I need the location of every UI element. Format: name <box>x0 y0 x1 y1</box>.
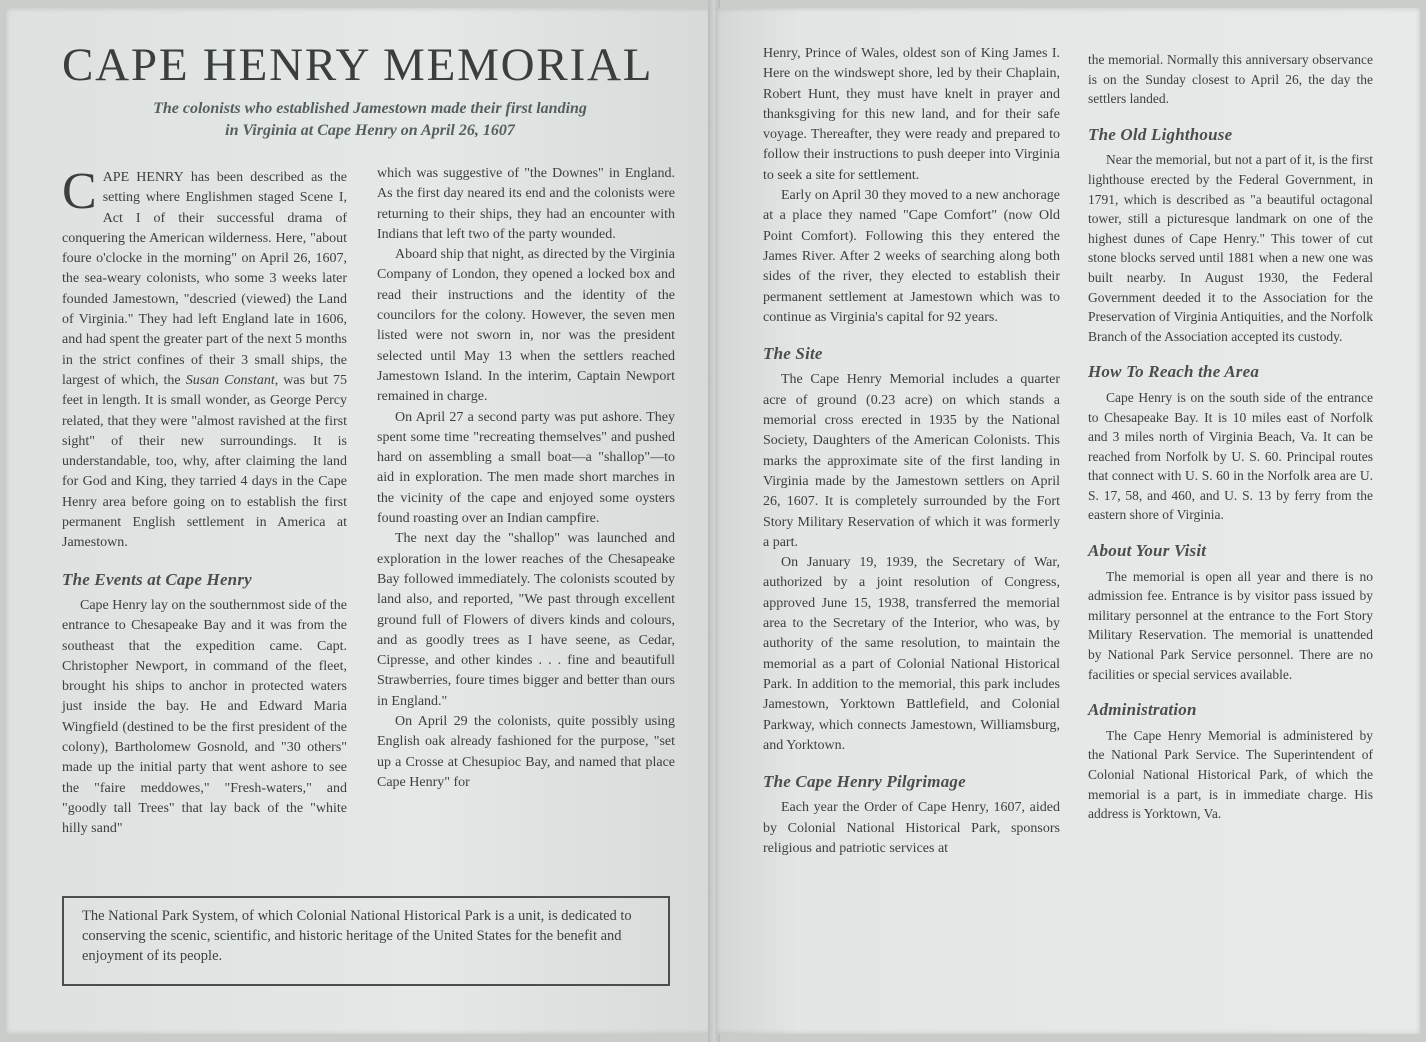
right-col2-paragraph-0: the memorial. Normally this anniversary observance is on the Sunday closest to April 26, the day the settlers landed. <box>1088 52 1373 107</box>
events-paragraph: Cape Henry lay on the southernmost side of the entrance to Chesapeake Bay and it was from the southeast that the expedition came. Capt. Christopher Newport, in command of the fleet, brought his ships to anchor in protected waters just inside the bay. He and Edward Maria Wingfield (destined to be the first president of the colony), Bartholomew Gosnold, and "30 others" made up the initial party that went ashore to see the "faire meddowes," "Fresh-waters," and "goodly tall Trees" that lay back of the "white hilly sand" <box>62 597 347 837</box>
col2-paragraph-0: which was suggestive of "the Downes" in England. As the first day neared its end and the colonists were returning to their ships, they had an encounter with Indians that left two of the party wounded. <box>377 166 675 242</box>
heading-pilgrimage: The Cape Henry Pilgrimage <box>763 772 966 792</box>
national-park-note-box <box>62 896 670 986</box>
site-paragraph-1: The Cape Henry Memorial includes a quarter acre of ground (0.23 acre) on which stands a memorial cross erected in 1935 by the National Society, Daughters of the American Colonists. This marks the approximate site of the first landing in Virginia made by the Jamestown settlers on April 26, 1607. It is completely surrounded by the Fort Story Military Reservation of which it was formerly a part. <box>763 372 1060 550</box>
right-col1-paragraph-1: Early on April 30 they moved to a new anchorage at a place they named "Cape Comfort" (now Old Point Comfort). Following this they entered the James River. After 2 weeks of searching along both sides of the river, they elected to establish their permanent settlement at Jamestown which was to continue as Virginia's capital for 92 years. <box>763 188 1060 325</box>
heading-lighthouse: The Old Lighthouse <box>1088 124 1233 144</box>
intro-text-end: was but 75 feet in length. It is small wonder, as George Percy related, that they were "almost ravished at the first sight" of their new surroundings. It is understandable, too, why, after claiming the land for God and King, they tarried 4 days in the Cape Henry area before going on to establish the first permanent English settlement in America at Jamestown. <box>62 372 347 551</box>
page-title: CAPE HENRY MEMORIAL <box>62 39 654 91</box>
lighthouse-paragraph: Near the memorial, but not a part of it, is the first lighthouse erected by the Federal Government, in 1791, which is described as "a beautiful octagonal tower, still a picturesque landmark on one of the highest dunes of Cape Henry." This tower of cut stone blocks served until 1881 when a new one was built nearby. In August 1930, the Federal Government deeded it to the Association for the Preservation of Virginia Antiquities, and the Norfolk Branch of the Association accepted its custody. <box>1088 152 1373 344</box>
ship-name: Susan Constant, <box>185 372 279 388</box>
col2-paragraph-3: The next day the "shallop" was launched and exploration in the lower reaches of the Chesapeake Bay followed immediately. The colonists scouted by land also, and reported, "We past through excellent ground full of Flowers of divers kinds and colours, and as goodly trees as I have seene, as Cedar, Cipresse, and other kindes . . . fine and beautifull Strawberries, foure times bigger and better than ours in England." <box>377 531 675 709</box>
intro-paragraph <box>62 163 348 554</box>
page-subtitle <box>90 98 650 142</box>
col2-paragraph-1: Aboard ship that night, as directed by the Virginia Company of London, they opened a locked box and read their instructions and the identity of the councilors for the colony. However, the seven men listed were not sworn in, nor was the president selected until May 13 when the settlers reached Jamestown Island. In the interim, Captain Newport remained in charge. <box>377 247 675 405</box>
note-text: The National Park System, of which Colonial National Historical Park is a unit, is dedicated to conserving the scenic, scientific, and historic heritage of the United States for the benefit and enjoyment of its people. <box>82 908 632 964</box>
visit-paragraph: The memorial is open all year and there is no admission fee. Entrance is by visitor pass issued by military personnel at the entrance to the Fort Story Military Reservation. The memorial is unattended by National Park Service personnel. There are no facilities or special services available. <box>1088 568 1373 682</box>
drop-cap: C <box>62 163 97 220</box>
left-column-2 <box>377 164 675 793</box>
heading-administration: Administration <box>1088 700 1197 720</box>
right-column-2 <box>1088 50 1373 824</box>
col2-paragraph-4: On April 29 the colonists, quite possibly using English oak already fashioned for the purpose, "set up a Crosse at Chesupioc Bay, and named that place Cape Henry" for <box>377 714 675 790</box>
heading-visit: About Your Visit <box>1088 541 1207 561</box>
intro-smallcaps: APE HENRY <box>102 170 184 185</box>
subtitle-line-1: The colonists who established Jamestown made their first landing <box>153 100 587 117</box>
heading-events: The Events at Cape Henry <box>62 569 252 589</box>
reach-paragraph: Cape Henry is on the south side of the entrance to Chesapeake Bay. It is 10 miles east of Norfolk and 3 miles north of Virginia Beach, Va. It can be reached from Norfolk by U. S. 60. Principal routes that connect with U. S. 60 in the Norfolk area are U. S. 17, 58, and 460, and U. S. 13 by ferry from the eastern shore of Virginia. <box>1088 389 1373 523</box>
right-column-1 <box>763 44 1060 859</box>
right-col1-paragraph-0: Henry, Prince of Wales, oldest son of King James I. Here on the windswept shore, led by their Chaplain, Robert Hunt, they must have knelt in prayer and thanksgiving for this new land, and for their safe voyage. Thereafter, they were ready and prepared to follow their instructions to push deeper into Virginia to seek a site for settlement. <box>763 46 1060 183</box>
intro-text: has been described as the setting where Englishmen staged Scene I, Act I of their successful drama of conquering the American wilderness. Here, "about foure o'clocke in the morning" on April 26, 1607, the sea-weary colonists, who some 3 weeks later founded Jamestown, "descried (viewed) the Land of Virginia." They had left England late in 1606, and had spent the greater part of the next 5 months in the strict confines of their 3 small ships, the largest of which, the <box>62 170 348 388</box>
pilgrimage-paragraph: Each year the Order of Cape Henry, 1607, aided by Colonial National Historical Park, sponsors religious and patriotic services at <box>763 800 1060 856</box>
heading-reach: How To Reach the Area <box>1088 362 1260 382</box>
administration-paragraph: The Cape Henry Memorial is administered by the National Park Service. The Superintendent of Colonial National Historical Park, of which the memorial is a part, is in immediate charge. His address is Yorktown, Va. <box>1088 727 1373 822</box>
col2-paragraph-2: On April 27 a second party was put ashore. They spent some time "recreating themselves" and pushed hard on assembling a small boat—a "shallop"—to aid in exploration. The men made short marches in the vicinity of the cape and enjoyed some oysters found roasting over an Indian campfire. <box>377 409 675 527</box>
subtitle-line-2: in Virginia at Cape Henry on April 26, 1607 <box>225 122 515 139</box>
left-column-1 <box>62 163 348 840</box>
heading-site: The Site <box>763 344 823 364</box>
site-paragraph-2: On January 19, 1939, the Secretary of War, authorized by a joint resolution of Congress, approved June 15, 1938, transferred the memorial area to the Secretary of the Interior, who was, by authority of the same resolution, to maintain the memorial as a part of Colonial National Historical Park. In addition to the memorial, this park includes Jamestown, Yorktown Battlefield, and Colonial Parkway, which connects Jamestown, Williamsburg, and Yorktown. <box>763 555 1060 753</box>
